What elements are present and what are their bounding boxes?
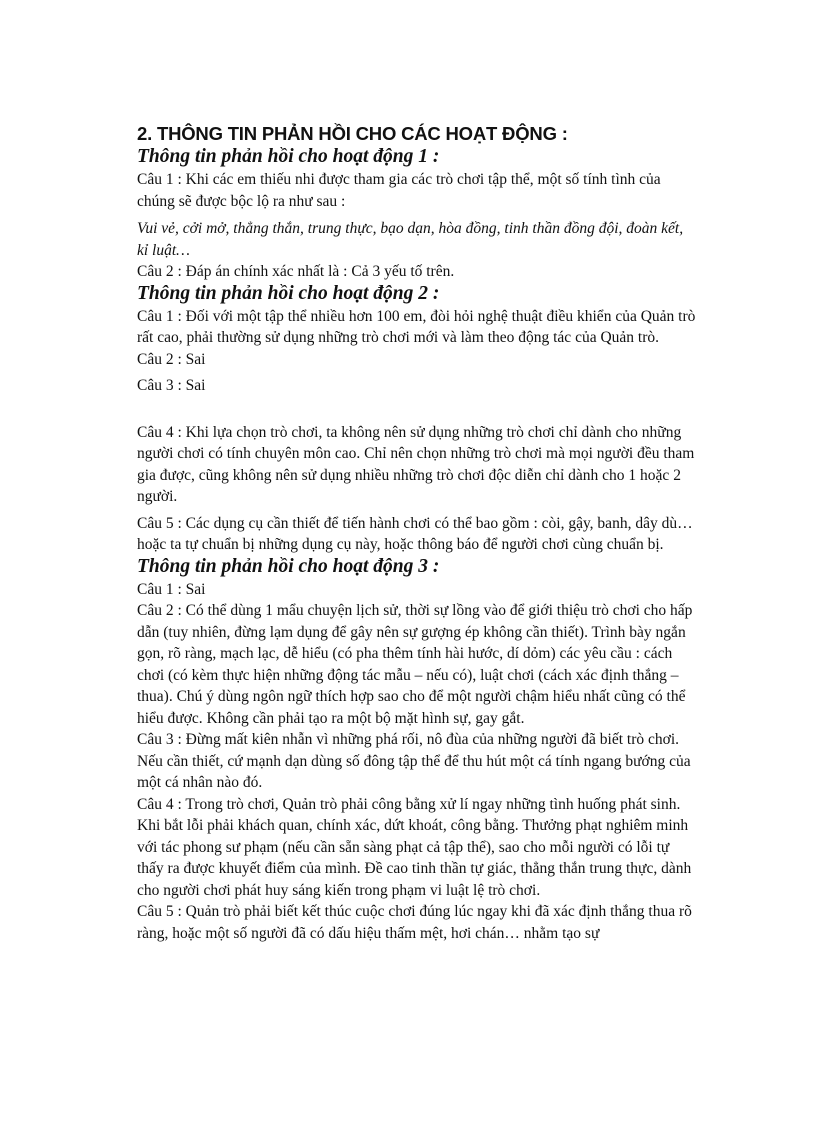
- activity-3-question-2: Câu 2 : Có thể dùng 1 mẩu chuyện lịch sử, thời sự lồng vào để giới thiệu trò chơi cho hấp dẫn (tuy nhiên, đừng lạm dụng để gây nên sự gượng ép không cần thiết). Trình bày ngắn gọn, rõ ràng, mạch lạc, dễ hiểu (có pha thêm tính hài hước, dí dỏm) các yêu cầu : cách chơi (có kèm thực hiện những động tác mẫu – nếu có), luật chơi (cách xác định thắng – thua). Chú ý dùng ngôn ngữ thích hợp sao cho để một người chậm hiểu nhất cũng có thể hiểu được. Không cần phải tạo ra một bộ mặt hình sự, gay gắt.: [137, 602, 693, 727]
- activity-2-question-2: Câu 2 : Sai: [137, 350, 206, 368]
- activity-3-title: Thông tin phản hồi cho hoạt động 3 :: [137, 555, 440, 577]
- activity-1-question-1-answer: Vui vẻ, cởi mở, thẳng thắn, trung thực, bạo dạn, hòa đồng, tinh thần đồng đội, đoàn kết, kỉ luật…: [137, 220, 684, 259]
- activity-3-question-1: Câu 1 : Sai: [137, 580, 206, 598]
- activity-1-question-2: Câu 2 : Đáp án chính xác nhất là : Cả 3 yếu tố trên.: [137, 263, 455, 280]
- activity-2-question-5: Câu 5 : Các dụng cụ cần thiết để tiến hành chơi có thể bao gồm : còi, gậy, banh, dây dù… hoặc ta tự chuẩn bị những dụng cụ này, hoặc thông báo để người chơi cùng chuẩn bị.: [137, 514, 693, 553]
- activity-1-question-1: Câu 1 : Khi các em thiếu nhi được tham gia các trò chơi tập thể, một số tính tình của chúng sẽ được bộc lộ ra như sau :: [137, 171, 661, 210]
- activity-2-question-4: Câu 4 : Khi lựa chọn trò chơi, ta không nên sử dụng những trò chơi chỉ dành cho những người chơi có tính chuyên môn cao. Chỉ nên chọn những trò chơi mà mọi người đều tham gia được, cũng không nên sử dụng nhiều những trò chơi độc diễn chỉ dành cho 1 hoặc 2 người.: [137, 423, 695, 505]
- activity-2-title: Thông tin phản hồi cho hoạt động 2 :: [137, 282, 440, 304]
- document-page: [137, 122, 697, 944]
- activity-3-question-5: Câu 5 : Quản trò phải biết kết thúc cuộc chơi đúng lúc ngay khi đã xác định thắng thua rõ ràng, hoặc một số người đã có dấu hiệu thấm mệt, hơi chán… nhằm tạo sự: [137, 903, 692, 942]
- section-heading: 2. THÔNG TIN PHẢN HỒI CHO CÁC HOẠT ĐỘNG :: [137, 123, 568, 144]
- activity-3-question-3: Câu 3 : Đừng mất kiên nhẫn vì những phá rối, nô đùa của những người đã biết trò chơi. Nếu cần thiết, cứ mạnh dạn dùng số đông tập thể để thu hút một cá tính ngang bướng của một cá nhân nào đó.: [137, 731, 691, 791]
- activity-2-question-1: Câu 1 : Đối với một tập thể nhiều hơn 100 em, đòi hỏi nghệ thuật điều khiển của Quản trò rất cao, phải thường sử dụng những trò chơi mới và làm theo động tác của Quản trò.: [137, 307, 696, 346]
- activity-2-question-3: Câu 3 : Sai: [137, 377, 206, 394]
- activity-3-question-4: Câu 4 : Trong trò chơi, Quản trò phải công bằng xử lí ngay những tình huống phát sinh. Khi bắt lỗi phải khách quan, chính xác, dứt khoát, công bằng. Thưởng phạt nghiêm minh với tác phong sư phạm (nếu cần sẵn sàng phạt cả tập thể), sao cho mỗi người có lỗi tự thấy ra được khuyết điểm của mình. Đề cao tinh thần tự giác, thẳng thắn trung thực, dành cho người chơi phát huy sáng kiến trong phạm vi luật lệ trò chơi.: [137, 795, 692, 899]
- activity-1-title: Thông tin phản hồi cho hoạt động 1 :: [137, 146, 440, 167]
